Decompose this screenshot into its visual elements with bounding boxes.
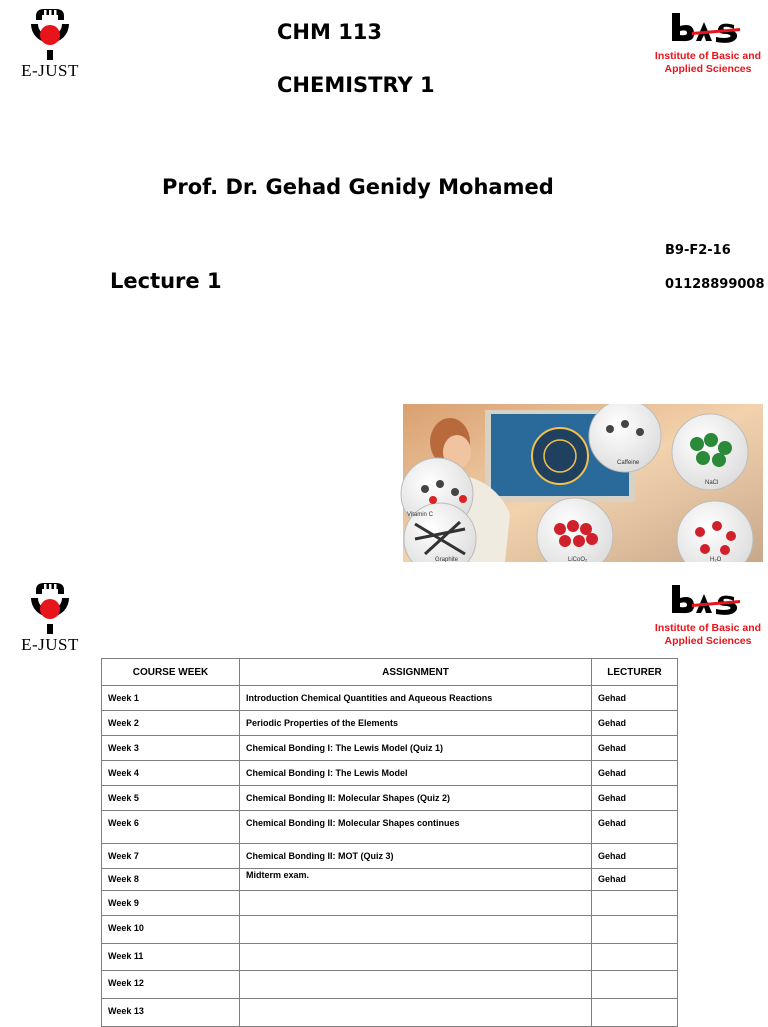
assignment-cell: [240, 971, 592, 999]
course-code: CHM 113: [277, 20, 383, 44]
week-cell: Week 13: [102, 999, 240, 1027]
ejust-logo: [0, 580, 100, 660]
table-row: [102, 736, 678, 761]
assignment-cell: Chemical Bonding I: The Lewis Model: [240, 761, 592, 786]
lecturer-cell: [592, 971, 678, 999]
lecturer-cell: [592, 916, 678, 944]
licoo2-label: LiCoO₂: [568, 557, 588, 562]
table-row: [102, 916, 678, 944]
bas-logo-line1: Institute of Basic and: [654, 622, 762, 634]
table-row: [102, 844, 678, 869]
week-cell: Week 11: [102, 944, 240, 971]
assignment-cell: [240, 999, 592, 1027]
week-cell: Week 4: [102, 761, 240, 786]
week-cell: Week 6: [102, 811, 240, 844]
lecturer-cell: [592, 999, 678, 1027]
assignment-cell: [240, 944, 592, 971]
week-cell: Week 10: [102, 916, 240, 944]
assignment-cell: Introduction Chemical Quantities and Aqueous Reactions: [240, 686, 592, 711]
table-row: [102, 999, 678, 1027]
week-cell: Week 3: [102, 736, 240, 761]
table-header-row: [102, 659, 678, 686]
bas-logo: [652, 8, 764, 83]
lecturer-cell: [592, 944, 678, 971]
assignment-cell: Periodic Properties of the Elements: [240, 711, 592, 736]
h2o-label: H₂O: [710, 557, 722, 562]
bas-logo-line2: Applied Sciences: [664, 635, 752, 647]
lecture-number: Lecture 1: [110, 269, 222, 293]
nacl-label: NaCl: [705, 480, 719, 486]
assignment-cell: Chemical Bonding II: Molecular Shapes (Quiz 2): [240, 786, 592, 811]
bas-mark-icon: [652, 580, 764, 620]
chemistry-collage-image: [385, 404, 763, 562]
table-row: [102, 811, 678, 844]
header-assignment: ASSIGNMENT: [240, 659, 592, 686]
table-row: [102, 944, 678, 971]
course-schedule-table: [101, 658, 678, 1027]
table-row: [102, 686, 678, 711]
week-cell: Week 2: [102, 711, 240, 736]
graphite-label: Graphite: [435, 557, 459, 562]
lecturer-cell: Gehad: [592, 761, 678, 786]
lecturer-cell: Gehad: [592, 736, 678, 761]
lecturer-cell: Gehad: [592, 711, 678, 736]
lecturer-cell: Gehad: [592, 811, 678, 844]
ejust-emblem-icon: [0, 6, 100, 66]
caffeine-label: Caffeine: [617, 460, 640, 466]
lecturer-cell: [592, 891, 678, 916]
week-cell: Week 8: [102, 869, 240, 891]
week-cell: Week 9: [102, 891, 240, 916]
header-course-week: COURSE WEEK: [102, 659, 240, 686]
header-lecturer: LECTURER: [592, 659, 678, 686]
lecturer-cell: Gehad: [592, 786, 678, 811]
schedule-slide: [0, 572, 768, 1024]
week-cell: Week 7: [102, 844, 240, 869]
office-room: B9-F2-16: [665, 243, 731, 258]
table-row: [102, 869, 678, 891]
bas-mark-icon: [652, 8, 764, 48]
bas-logo: [652, 580, 764, 655]
week-cell: Week 5: [102, 786, 240, 811]
bas-logo-line1: Institute of Basic and: [654, 50, 762, 62]
lecturer-cell: Gehad: [592, 686, 678, 711]
assignment-cell: Chemical Bonding II: MOT (Quiz 3): [240, 844, 592, 869]
professor-name: Prof. Dr. Gehad Genidy Mohamed: [162, 175, 554, 199]
assignment-cell: Midterm exam.: [240, 869, 592, 891]
ejust-emblem-icon: [0, 580, 100, 640]
phone-number: 01128899008: [665, 277, 765, 292]
week-cell: Week 1: [102, 686, 240, 711]
lecturer-cell: Gehad: [592, 869, 678, 891]
assignment-cell: Chemical Bonding I: The Lewis Model (Quiz 1): [240, 736, 592, 761]
table-row: [102, 711, 678, 736]
ejust-logo-text: E-JUST: [21, 635, 79, 654]
table-row: [102, 761, 678, 786]
ejust-logo: [0, 6, 100, 86]
table-row: [102, 891, 678, 916]
assignment-cell: Chemical Bonding II: Molecular Shapes continues: [240, 811, 592, 844]
lecturer-cell: Gehad: [592, 844, 678, 869]
table-row: [102, 971, 678, 999]
vitamin-c-label: Vitamin C: [407, 512, 433, 518]
course-name: CHEMISTRY 1: [277, 73, 435, 97]
assignment-cell: [240, 891, 592, 916]
assignment-cell: [240, 916, 592, 944]
table-row: [102, 786, 678, 811]
bas-logo-line2: Applied Sciences: [664, 63, 752, 75]
week-cell: Week 12: [102, 971, 240, 999]
ejust-logo-text: E-JUST: [21, 61, 79, 80]
